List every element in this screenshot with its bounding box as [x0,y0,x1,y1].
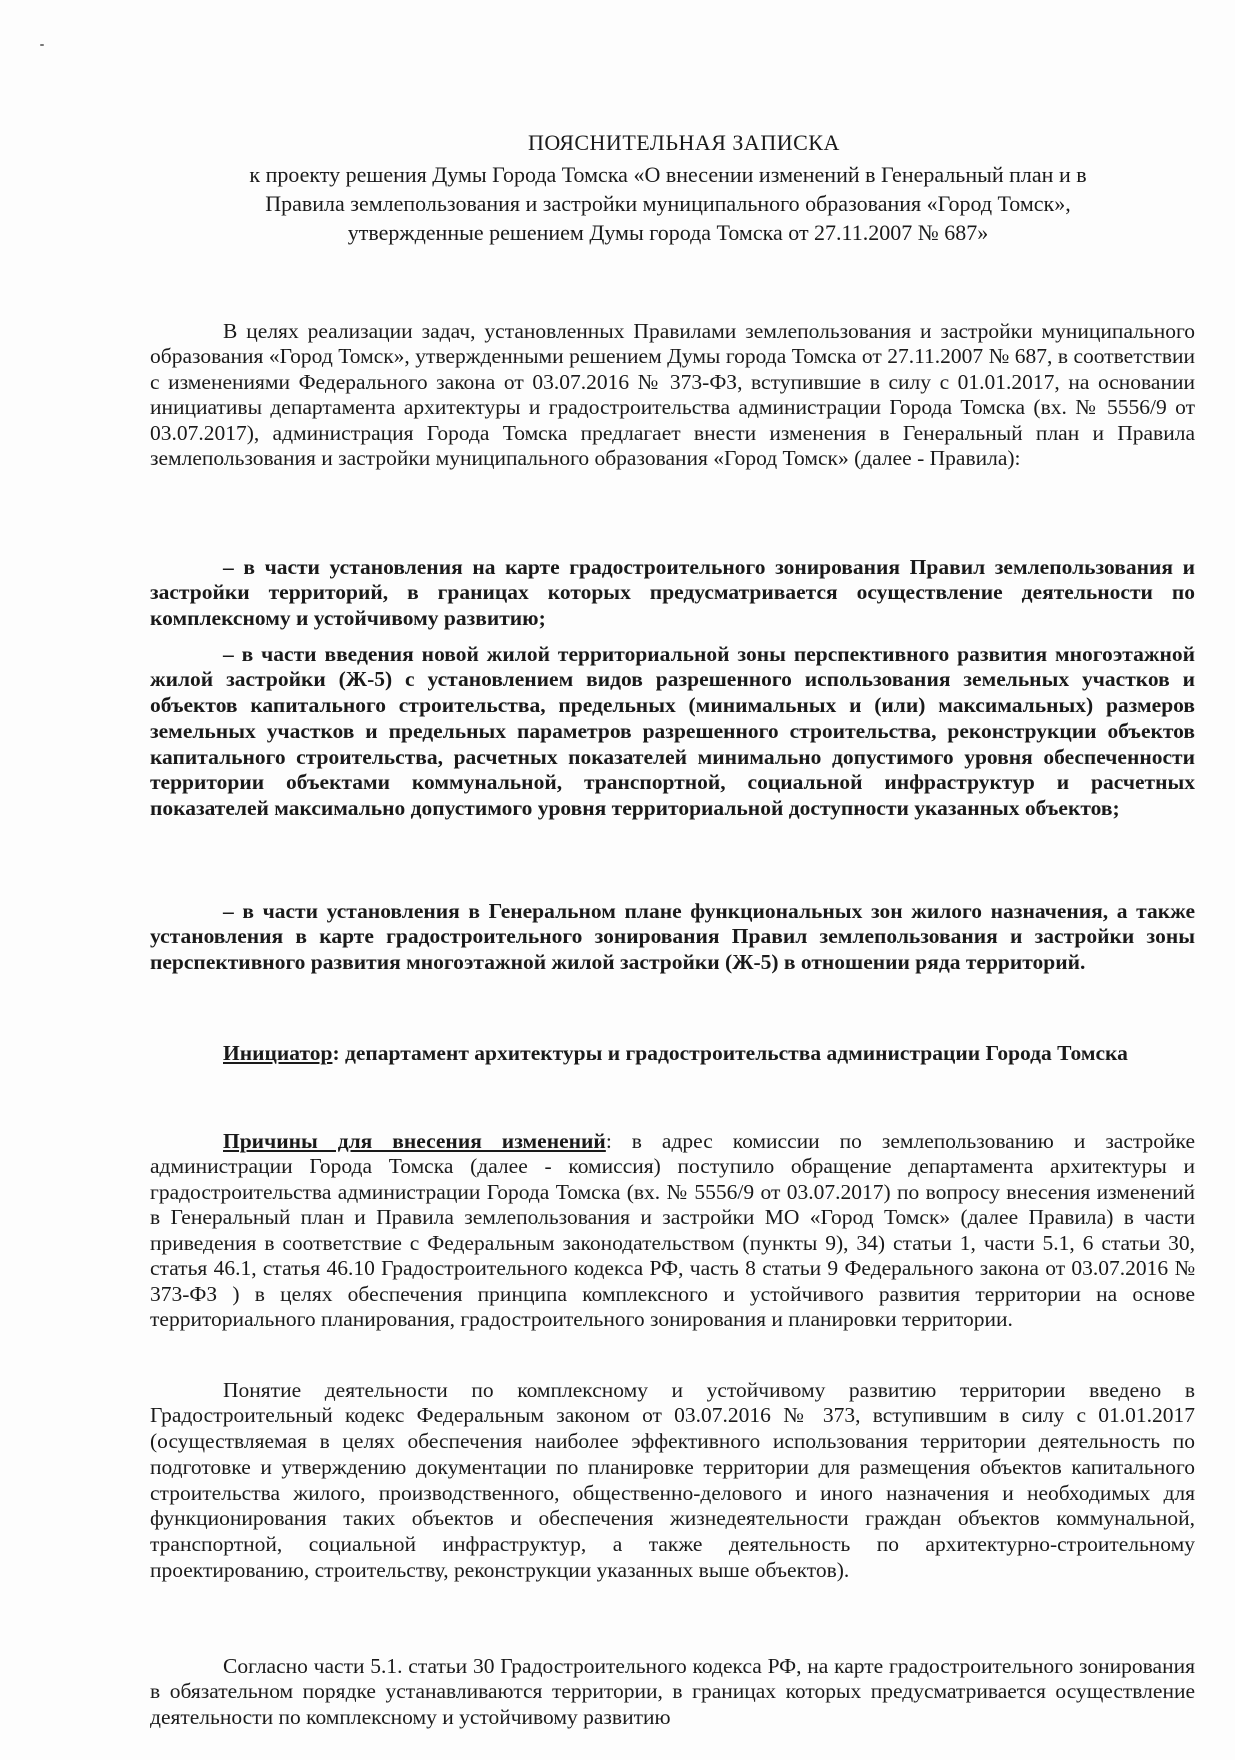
subtitle-line: к проекту решения Думы Города Томска «О внесении изменений в Генеральный план и в [249,162,1087,187]
initiator-text: : департамент архитектуры и градостроительства администрации Города Томска [332,1040,1128,1065]
bullet-item: – в части установления на карте градостроительного зонирования Правил землепользования и застройки территорий, в границах которых предусматривается осуществление деятельности по комплексному и устойчивому развитию; [150,554,1195,631]
initiator-paragraph [150,1040,1195,1067]
scan-speck [40,44,44,46]
document-subtitle [188,160,1148,247]
reasons-label: Причины для внесения изменений [223,1128,606,1153]
reasons-text: : в адрес комиссии по землепользованию и застройке администрации Города Томска (далее - комиссия) поступило обращение департамента архитектуры и градостроительства администрации Города Томска (вх. № 5556/9 от 03.07.2017) по вопросу внесения изменений в Генеральный план и Правила землепользования и застройки МО «Город Томск» (далее Правила) в части приведения в соответствие с Федеральным законодательством (пункты 9), 34) статьи 1, части 5.1, 6 статьи 30, статья 46.1, статья 46.10 Градостроительного кодекса РФ, часть 8 статьи 9 Федерального закона от 03.07.2016 № 373-ФЗ ) в целях обеспечения принципа комплексного и устойчивого развития территории на основе территориального планирования, градостроительного зонирования и планировки территории. [150,1128,1196,1331]
concept-paragraph: Понятие деятельности по комплексному и устойчивому развитию территории введено в Градостроительный кодекс Федеральным законом от 03.07.2016 № 373, вступившим в силу с 01.01.2017 (осуществляемая в целях обеспечения наиболее эффективного использования территории деятельность по подготовке и утверждению документации по планировке территории для размещения объектов капитального строительства жилого, производственного, общественно-делового и иного назначения и необходимых для функционирования таких объектов и обеспечения жизнедеятельности граждан объектов коммунальной, транспортной, социальной инфраструктур, а также деятельность по архитектурно-строительному проектированию, строительству, реконструкции указанных выше объектов). [150,1377,1195,1583]
subtitle-line: Правила землепользования и застройки муниципального образования «Город Томск», [265,191,1071,216]
subtitle-line: утвержденные решением Думы города Томска от 27.11.2007 № 687» [347,220,989,245]
document-title: ПОЯСНИТЕЛЬНАЯ ЗАПИСКА [528,130,840,155]
bullet-item: – в части установления в Генеральном плане функциональных зон жилого назначения, а также установления в карте градостроительного зонирования Правил землепользования и застройки зоны перспективного развития многоэтажной жилой застройки (Ж-5) в отношении ряда территорий. [150,898,1195,975]
intro-paragraph: В целях реализации задач, установленных Правилами землепользования и застройки муниципального образования «Город Томск», утвержденными решением Думы города Томска от 27.11.2007 № 687, в соответствии с изменениями Федерального закона от 03.07.2016 № 373-ФЗ, вступившие в силу с 01.01.2017, на основании инициативы департамента архитектуры и градостроительства администрации Города Томска (вх. № 5556/9 от 03.07.2017), администрация Города Томска предлагает внести изменения в Генеральный план и Правила землепользования и застройки муниципального образования «Город Томск» (далее - Правила): [150,318,1195,471]
reasons-paragraph [150,1129,1195,1333]
bullet-item: – в части введения новой жилой территориальной зоны перспективного развития многоэтажной жилой застройки (Ж-5) с установлением видов разрешенного использования земельных участков и объектов капитального строительства, предельных (минимальных и (или) максимальных) размеров земельных участков и предельных параметров разрешенного строительства, реконструкции объектов капитального строительства, расчетных показателей минимально допустимого уровня обеспеченности территории объектами коммунальной, транспортной, социальной инфраструктур и расчетных показателей максимально допустимого уровня территориальной доступности указанных объектов; [150,641,1195,821]
initiator-label: Инициатор [223,1040,333,1065]
agreement-paragraph: Согласно части 5.1. статьи 30 Градостроительного кодекса РФ, на карте градостроительного зонирования в обязательном порядке устанавливаются территории, в границах которых предусматривается осуществление деятельности по комплексному и устойчивому развитию [150,1653,1195,1729]
